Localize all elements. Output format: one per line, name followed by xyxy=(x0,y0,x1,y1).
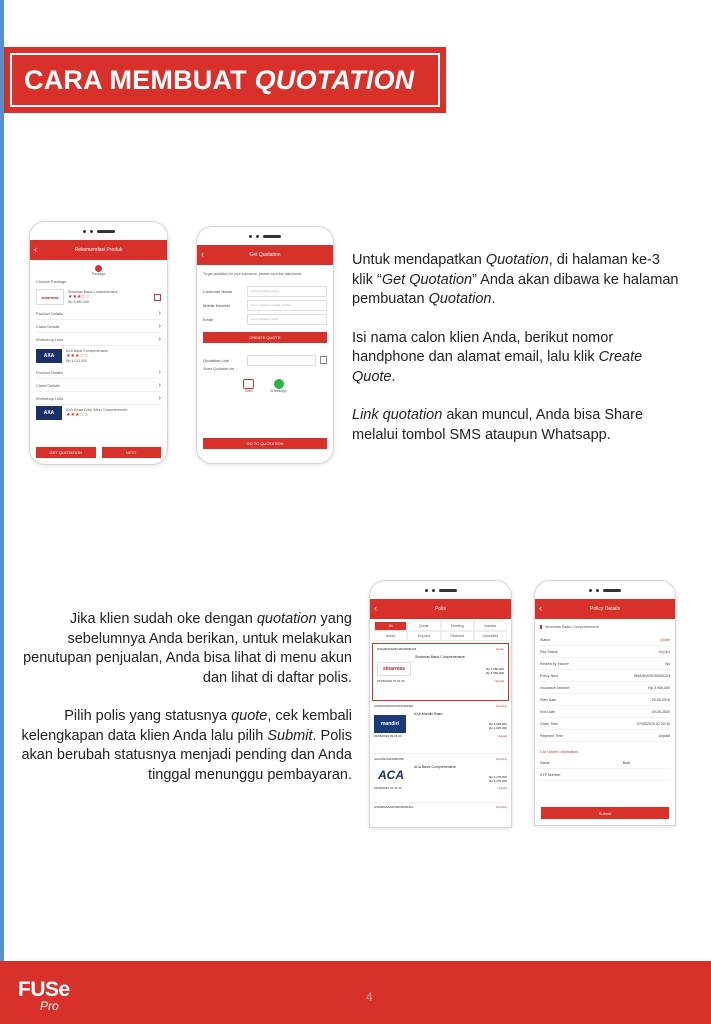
whatsapp-icon xyxy=(274,379,284,389)
get-quotation-button[interactable]: GET QUOTATION xyxy=(36,447,96,458)
tab-quote[interactable]: Quote xyxy=(407,621,440,631)
product-name: Sinarmas Basic Comprehensive xyxy=(540,625,670,629)
share-label: Share Quotation via xyxy=(203,367,234,371)
detail-row: Insurance Amount Rp 3,950,000 xyxy=(540,682,670,694)
paragraph: Jika klien sudah oke dengan quotation yang sebelumnya Anda berikan, untuk melakukan penutupan penjualan, Anda bisa lihat di menu akun dan lihat di daftar polis. xyxy=(23,611,352,686)
page-footer xyxy=(0,961,711,1024)
product-card[interactable] xyxy=(36,346,161,366)
product-name: Sinarmas Basic Comprehensive xyxy=(415,655,465,659)
back-icon[interactable]: ‹ xyxy=(201,249,204,259)
paragraph: Untuk mendapatkan Quotation, di halaman ke-3 klik “Get Quotation” Anda akan dibawa ke halaman pembuatan Quotation. xyxy=(352,252,679,307)
chevron-right-icon: › xyxy=(158,335,161,343)
tab-declined[interactable]: Declined xyxy=(441,631,474,641)
detail-row: Review by Insurer No xyxy=(540,658,670,670)
chevron-right-icon: › xyxy=(158,322,161,330)
copy-icon[interactable] xyxy=(320,356,327,364)
tab-expired[interactable]: Expired xyxy=(407,631,440,641)
section-label: Car Owner Information xyxy=(540,750,579,754)
policy-id: ASURANSI/MV/2019/000456 xyxy=(374,704,414,708)
next-button[interactable]: NEXT xyxy=(102,447,162,458)
sms-icon xyxy=(243,379,254,389)
banner-frame xyxy=(10,53,440,107)
back-icon[interactable]: ‹ xyxy=(374,603,377,613)
app-header: ‹ Rekomendasi Produk xyxy=(30,240,167,260)
detail-row: Start Date 29-05-2019 xyxy=(540,694,670,706)
tab-all[interactable]: All xyxy=(374,621,407,631)
whatsapp-label: WhatsApp xyxy=(270,389,287,393)
status-badge: Pending xyxy=(495,805,507,809)
package-icon xyxy=(95,265,102,272)
chevron-right-icon: › xyxy=(158,394,161,402)
mobile-number-field[interactable]: Mobile Number input customer mobile number xyxy=(203,298,327,312)
insurer-logo: ACA xyxy=(378,768,404,782)
product-card[interactable] xyxy=(36,287,161,307)
policy-card-selected[interactable]: SINARMAS/MV/2020/000123 Quote Sinarmas Basic Comprehensive sinarmas Rp 3,950,000 Rp 3,950,000 07/05/2019 07:22:34 Unpaid xyxy=(372,643,509,701)
insurer-logo: sinarmas xyxy=(377,662,411,676)
policy-id: SINARMAS/MV/2019/000321 xyxy=(374,805,414,809)
product-name: AXA Mandiri Basic xyxy=(414,712,443,716)
sms-label: SMS xyxy=(245,389,253,393)
go-to-quotation-button[interactable]: GO TO QUOTATION xyxy=(203,438,327,449)
page-edge xyxy=(0,0,4,1024)
rating-stars: ★★★☆☆ xyxy=(66,353,89,359)
detail-row: Pay Status Unpaid xyxy=(540,646,670,658)
paragraph: Isi nama calon klien Anda, berikut nomor handphone dan alamat email, lalu klik Create Quote. xyxy=(352,329,643,385)
phone-notch xyxy=(535,581,675,599)
product-name: AXA Basic Comprehensive xyxy=(66,349,108,353)
product-name: Sinarmas Basic Comprehensive xyxy=(68,290,118,294)
customer-name-field[interactable]: Customer Name input customer name xyxy=(203,284,327,298)
whatsapp-share-button[interactable] xyxy=(270,379,286,393)
paragraph: Pilih polis yang statusnya quote, cek kembali kelengkapan data klien Anda lalu pilih Submit. Polis akan berubah statusnya menjadi pending dan Anda tinggal menunggu pembayaran. xyxy=(21,708,352,783)
chevron-right-icon: › xyxy=(158,309,161,317)
product-price: Rp 3,950,000 xyxy=(68,300,90,304)
rating-stars: ★★★☆☆ xyxy=(68,294,91,300)
status-badge: Quote xyxy=(495,647,504,651)
detail-row: End Date 29-05-2020 xyxy=(540,706,670,718)
phone-notch xyxy=(370,581,511,599)
product-name: ACA Basic Comprehensive xyxy=(414,765,457,769)
detail-row: Name Budi xyxy=(540,757,670,769)
intro-text: To get quotation for your insurance, please input the data below xyxy=(203,272,302,276)
claim-details-row[interactable]: Claim Details › xyxy=(36,379,161,392)
tab-inactive[interactable]: Inactive xyxy=(474,621,507,631)
phone-product-list xyxy=(29,221,168,465)
product-name: AXA Smart Drive Silver Comprehensive xyxy=(66,408,128,412)
workshop-lists-row[interactable]: Workshop Lists › xyxy=(36,333,161,346)
back-icon[interactable]: ‹ xyxy=(539,603,542,613)
claim-details-row[interactable]: Claim Details › xyxy=(36,320,161,333)
product-card[interactable] xyxy=(36,405,161,421)
insurer-logo: AXA xyxy=(36,406,62,420)
insurer-logo: AXA xyxy=(36,349,62,363)
chevron-right-icon: › xyxy=(158,381,161,389)
instruction-text-2 xyxy=(18,610,352,785)
quotation-link-field[interactable]: Quotation Link xyxy=(203,353,327,367)
insurer-logo: mandiri xyxy=(374,715,406,733)
section-label: Choose Package xyxy=(36,279,67,284)
product-price: Rp 4,012,000 xyxy=(66,359,88,363)
paragraph: Link quotation akan muncul, Anda bisa Share melalui tombol SMS ataupun Whatsapp. xyxy=(352,407,644,443)
phone-policy-details xyxy=(534,580,676,826)
submit-button[interactable]: Submit xyxy=(541,807,669,819)
chevron-right-icon: › xyxy=(158,368,161,376)
create-quote-button[interactable]: CREATE QUOTE xyxy=(203,332,327,343)
rating-stars: ★★★☆☆ xyxy=(66,412,89,418)
package-label: Package xyxy=(91,272,106,276)
product-details-row[interactable]: Product Details › xyxy=(36,307,161,320)
checkbox[interactable] xyxy=(154,294,161,301)
tab-pending[interactable]: Pending xyxy=(441,621,474,631)
detail-row: Payment Time Unpaid xyxy=(540,730,670,742)
instruction-text-1 xyxy=(352,251,684,445)
app-header: ‹ Polis xyxy=(370,599,511,619)
status-badge: Pending xyxy=(495,757,507,761)
fuse-logo: FUSe xyxy=(18,978,70,1001)
policy-card[interactable]: ACA/MV/2019/000789 Pending ACA Basic Comprehensive ACA Rp 3,475,000 Rp 3,475,000 02/05/2019 10:41:12 Unpaid xyxy=(370,754,511,803)
workshop-lists-row[interactable]: Workshop Lists › xyxy=(36,392,161,405)
policy-id: SINARMAS/MV/2020/000123 xyxy=(377,647,417,651)
phone-notch xyxy=(30,222,167,240)
tab-cancelled[interactable]: Cancelled xyxy=(474,631,507,641)
policy-id: ACA/MV/2019/000789 xyxy=(374,757,404,761)
status-badge: Pending xyxy=(495,704,507,708)
detail-row: Status Quote xyxy=(540,634,670,646)
banner-title: CARA MEMBUAT QUOTATION xyxy=(24,64,415,95)
app-header: ‹ Policy Details xyxy=(535,599,675,619)
phone-get-quotation xyxy=(196,226,334,464)
policy-card[interactable]: ASURANSI/MV/2019/000456 Pending AXA Mandiri Basic mandiri Rp 3,025,000 Rp 3,025,000 03/05/2019 09:15:40 Unpaid xyxy=(370,701,511,754)
tab-active[interactable]: Active xyxy=(374,631,407,641)
detail-row: KTP Number xyxy=(540,769,670,781)
page-number: 4 xyxy=(366,990,373,1004)
detail-row: Policy Num SMA/MV/2019/000123 xyxy=(540,670,670,682)
section-banner xyxy=(4,47,446,113)
phone-policy-list xyxy=(369,580,512,828)
phone-notch xyxy=(197,227,333,245)
email-field[interactable]: Email input customer email xyxy=(203,312,327,326)
sms-share-button[interactable] xyxy=(243,379,254,393)
fuse-pro-label: Pro xyxy=(40,999,59,1013)
product-details-row[interactable]: Product Details › xyxy=(36,366,161,379)
insurer-logo: sinarmas xyxy=(36,289,64,305)
back-icon[interactable]: ‹ xyxy=(34,244,37,254)
app-header: ‹ Get Quotation xyxy=(197,245,333,265)
detail-row: Order Time 07/05/2019 07:22:34 xyxy=(540,718,670,730)
